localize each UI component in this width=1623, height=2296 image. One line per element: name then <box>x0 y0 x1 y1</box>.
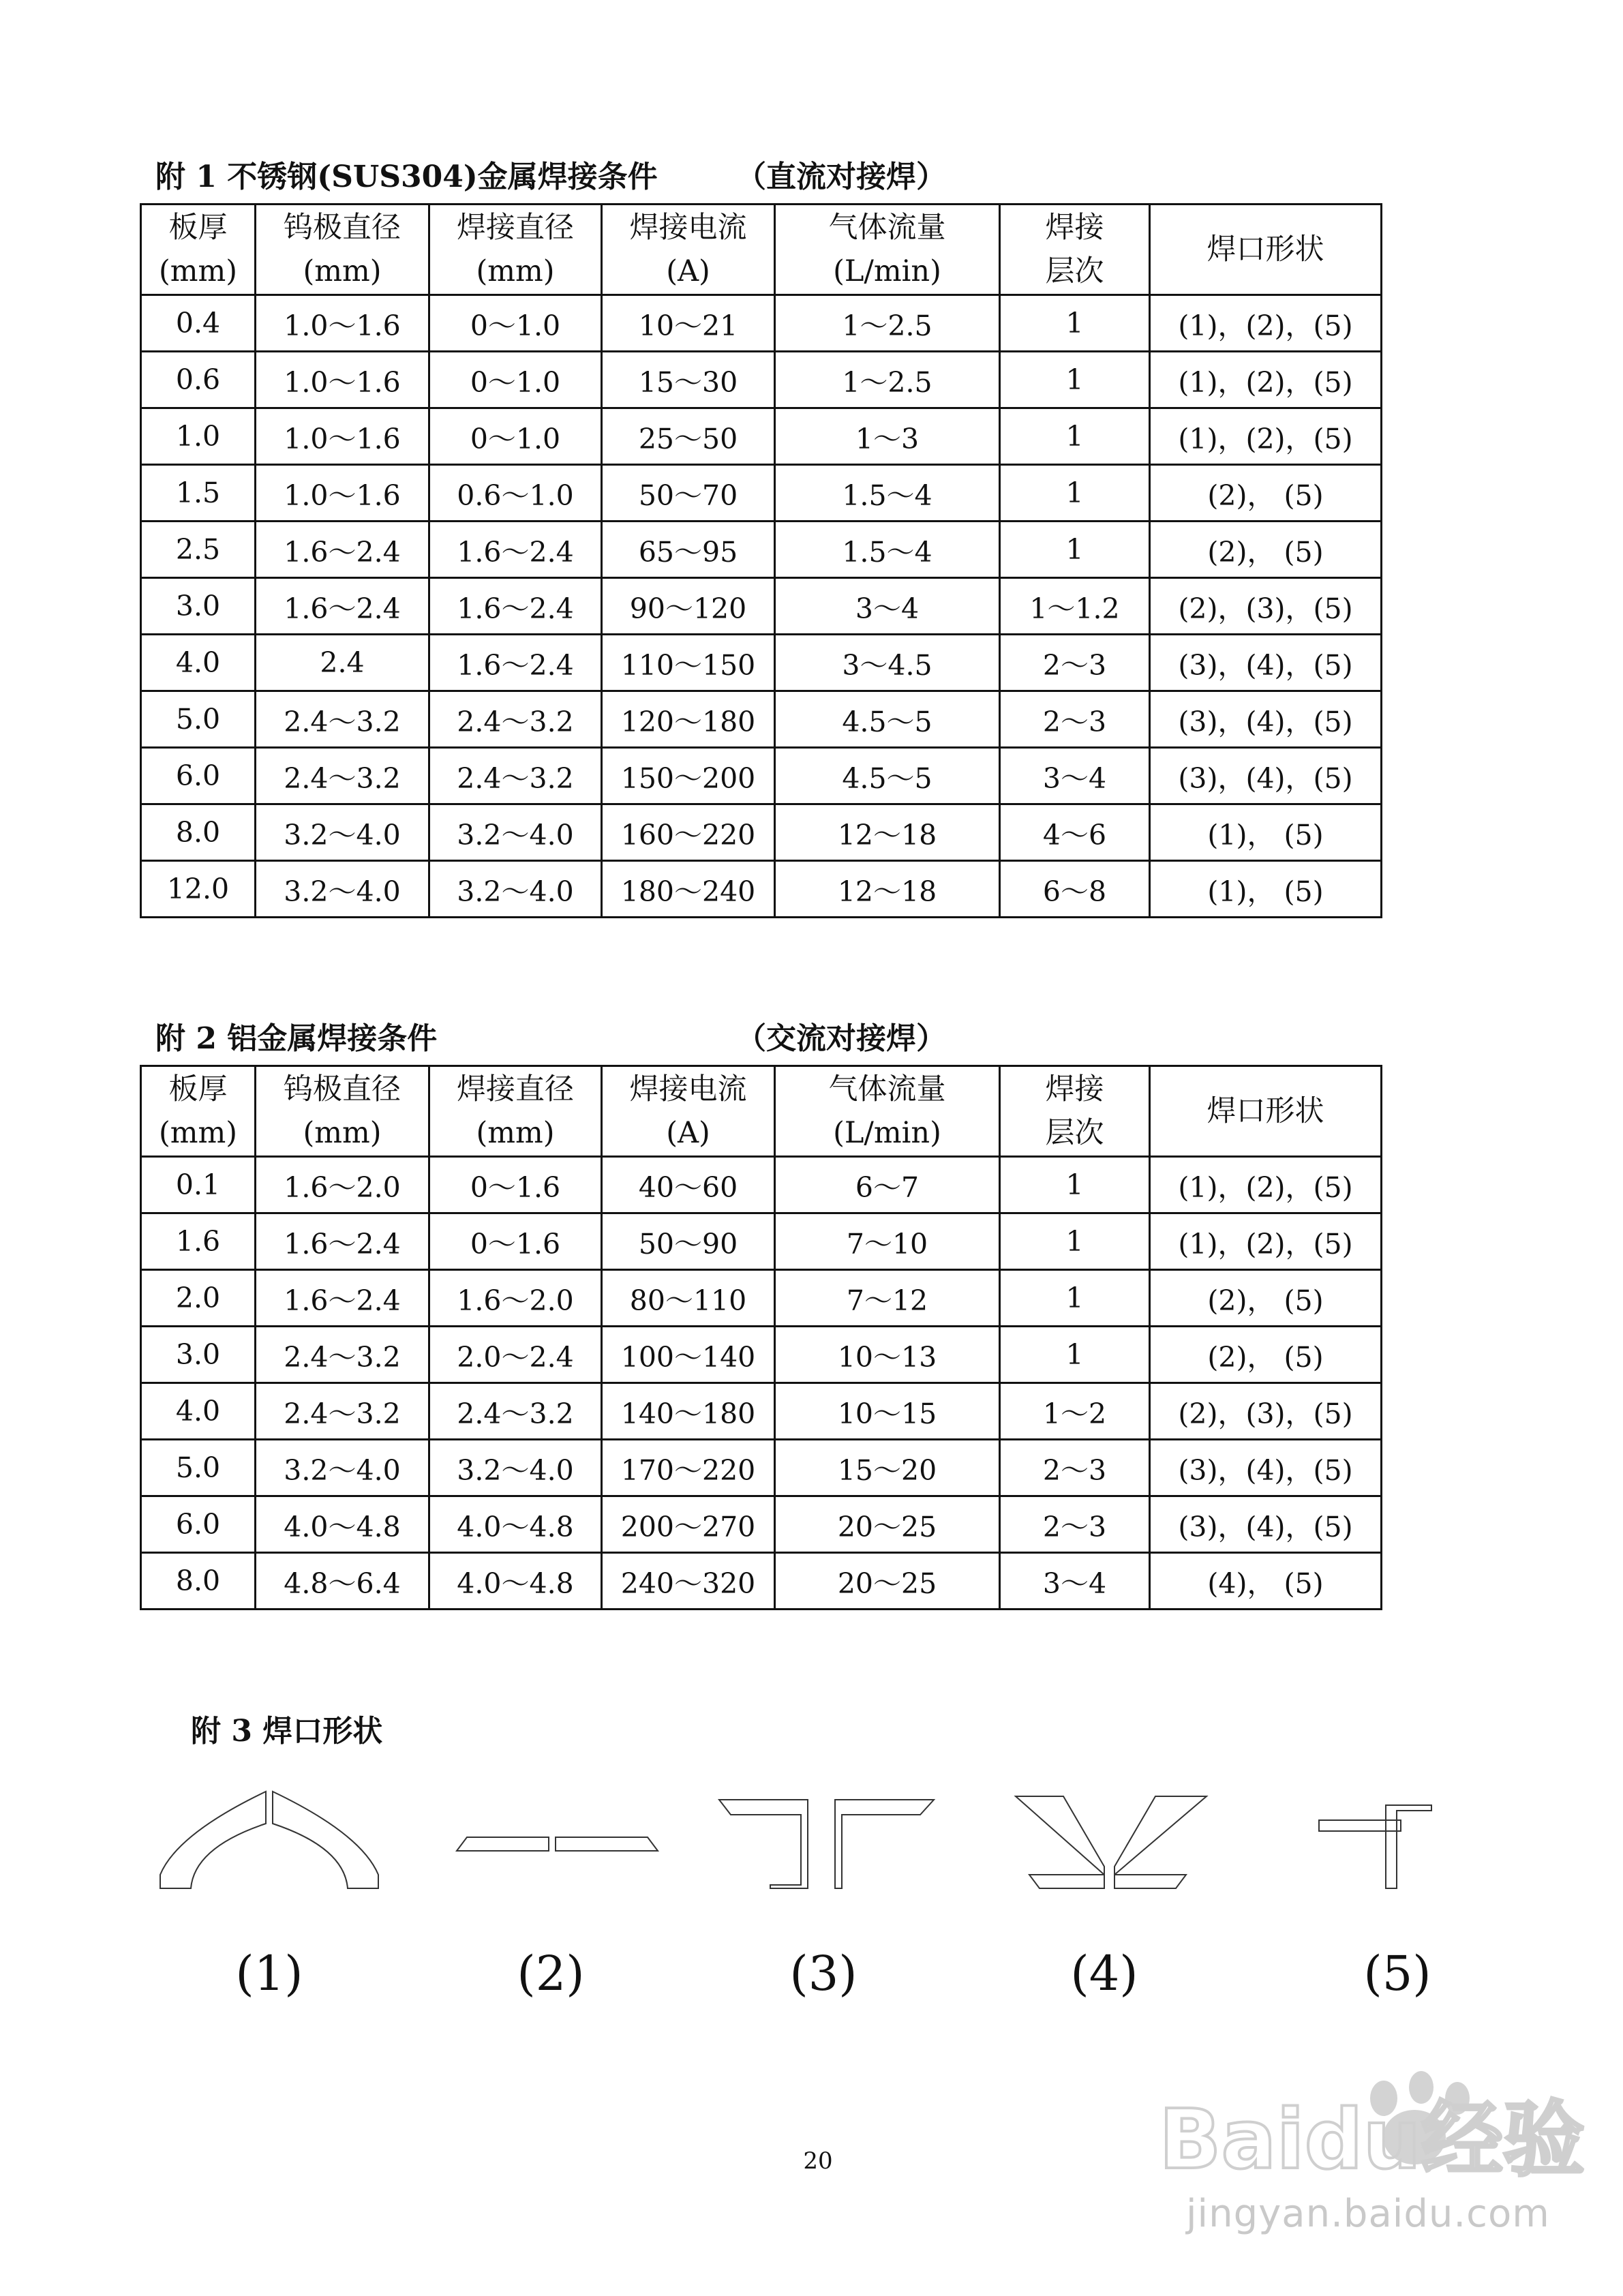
table-cell: 1 <box>1000 1270 1150 1327</box>
table-cell: 1.0～1.6 <box>256 295 429 352</box>
joint-shape-3-diagram <box>716 1786 941 1909</box>
table-cell: 1 <box>1000 1213 1150 1270</box>
table-cell: (1)，(2)，(5) <box>1150 352 1382 408</box>
column-header-label: 钨极直径 <box>284 1072 401 1106</box>
column-header <box>602 1066 775 1157</box>
column-header-label: 焊接 <box>1045 211 1104 245</box>
table-cell: 150～200 <box>602 748 775 804</box>
joint-shape-1-label: (1) <box>235 1946 303 2002</box>
table-cell: 3.2～4.0 <box>256 861 429 918</box>
table-cell: 110～150 <box>602 635 775 691</box>
table-cell: 65～95 <box>602 522 775 578</box>
table-row <box>141 1496 1382 1553</box>
table-cell: 2.4～3.2 <box>256 748 429 804</box>
table-cell: 6.0 <box>141 1496 256 1553</box>
table-cell: 1.0～1.6 <box>256 408 429 465</box>
table-cell: 10～21 <box>602 295 775 352</box>
table-cell: 1 <box>1000 1157 1150 1213</box>
joint-shape-3-label: (3) <box>789 1946 858 2002</box>
table-row <box>141 1270 1382 1327</box>
aluminum-welding-table <box>140 1065 1382 1610</box>
table-cell: 180～240 <box>602 861 775 918</box>
table-cell: 240～320 <box>602 1553 775 1610</box>
column-header-unit: (mm) <box>476 1116 555 1150</box>
table-row <box>141 1213 1382 1270</box>
baidu-watermark <box>1159 2072 1585 2256</box>
table-cell: 20～25 <box>775 1496 1000 1553</box>
table-cell: 5.0 <box>141 691 256 748</box>
column-header-label: 焊口形状 <box>1207 1094 1324 1128</box>
table-cell: 10～15 <box>775 1383 1000 1440</box>
table-cell: 1.5～4 <box>775 465 1000 522</box>
column-header <box>429 1066 602 1157</box>
table-cell: 0.1 <box>141 1157 256 1213</box>
table-row <box>141 1440 1382 1496</box>
joint-shape-4-diagram <box>1009 1786 1213 1909</box>
table-cell: 1～2.5 <box>775 352 1000 408</box>
table-cell: (2)， (5) <box>1150 522 1382 578</box>
table-cell: 3.2～4.0 <box>429 861 602 918</box>
table-cell: 120～180 <box>602 691 775 748</box>
table-cell: 80～110 <box>602 1270 775 1327</box>
column-header-label: 焊口形状 <box>1207 232 1324 267</box>
column-header-label: 焊接电流 <box>629 211 747 245</box>
table-cell: 1～2 <box>1000 1383 1150 1440</box>
table-1-subcaption: （直流对接焊） <box>736 160 946 194</box>
table-cell: 6～7 <box>775 1157 1000 1213</box>
watermark-text: Baidu经验 <box>1159 2093 1585 2188</box>
table-cell: 3～4 <box>1000 1553 1150 1610</box>
table-cell: 12～18 <box>775 804 1000 861</box>
column-header-label: 板厚 <box>168 1072 228 1106</box>
table-cell: (2)， (5) <box>1150 465 1382 522</box>
table-cell: 1.6～2.0 <box>429 1270 602 1327</box>
table-cell: 160～220 <box>602 804 775 861</box>
column-header <box>256 205 429 295</box>
table-cell: 4～6 <box>1000 804 1150 861</box>
column-header <box>141 205 256 295</box>
table-cell: 12～18 <box>775 861 1000 918</box>
table-cell: 2.4～3.2 <box>429 1383 602 1440</box>
table-cell: (2)， (5) <box>1150 1327 1382 1383</box>
table-cell: 4.0～4.8 <box>429 1496 602 1553</box>
column-header <box>775 1066 1000 1157</box>
joint-shape-4-label: (4) <box>1070 1946 1138 2002</box>
table-cell: 3.0 <box>141 578 256 635</box>
table-cell: (3)，(4)，(5) <box>1150 635 1382 691</box>
table-cell: 1 <box>1000 465 1150 522</box>
table-cell: 0.6 <box>141 352 256 408</box>
column-header-label: 焊接电流 <box>629 1072 747 1106</box>
table-row <box>141 1157 1382 1213</box>
table-cell: 2.4～3.2 <box>256 691 429 748</box>
column-header-unit: (mm) <box>303 1116 382 1150</box>
table-cell: (1)，(2)，(5) <box>1150 408 1382 465</box>
table-cell: 1～3 <box>775 408 1000 465</box>
table-row <box>141 1327 1382 1383</box>
column-header-unit: (L/min) <box>833 1116 941 1150</box>
table-cell: 1.6～2.4 <box>256 1270 429 1327</box>
table-cell: 50～90 <box>602 1213 775 1270</box>
table-cell: (3)，(4)，(5) <box>1150 691 1382 748</box>
table-cell: 1～1.2 <box>1000 578 1150 635</box>
table-cell: 20～25 <box>775 1553 1000 1610</box>
column-header-label: 焊接 <box>1045 1072 1104 1106</box>
table-cell: 1 <box>1000 522 1150 578</box>
table-cell: 2.4～3.2 <box>429 748 602 804</box>
table-cell: 15～20 <box>775 1440 1000 1496</box>
table-row <box>141 804 1382 861</box>
table-cell: 2.5 <box>141 522 256 578</box>
table-cell: (1)，(2)，(5) <box>1150 1157 1382 1213</box>
table-cell: 1.0～1.6 <box>256 352 429 408</box>
table-header-row <box>141 1066 1382 1157</box>
column-header-unit: (mm) <box>303 254 382 288</box>
column-header-unit: 层次 <box>1045 1116 1104 1150</box>
table-1-caption: 附 1 不锈钢(SUS304)金属焊接条件 （直流对接焊） <box>155 158 1382 196</box>
table-cell: 4.0～4.8 <box>256 1496 429 1553</box>
table-row <box>141 1553 1382 1610</box>
table-cell: 1.6～2.0 <box>256 1157 429 1213</box>
table-cell: 6～8 <box>1000 861 1150 918</box>
column-header <box>1150 205 1382 295</box>
table-cell: 4.5～5 <box>775 748 1000 804</box>
column-header-unit: 层次 <box>1045 254 1104 288</box>
table-cell: 25～50 <box>602 408 775 465</box>
table-row <box>141 1383 1382 1440</box>
table-cell: 3.2～4.0 <box>429 804 602 861</box>
table-cell: (1)，(2)，(5) <box>1150 295 1382 352</box>
joint-shape-5-label: (5) <box>1363 1946 1431 2002</box>
table-row <box>141 635 1382 691</box>
table-row <box>141 578 1382 635</box>
column-header-label: 板厚 <box>168 211 228 245</box>
table-cell: 1.6～2.4 <box>429 635 602 691</box>
table-cell: 3～4 <box>1000 748 1150 804</box>
table-cell: 8.0 <box>141 1553 256 1610</box>
table-cell: 0～1.6 <box>429 1157 602 1213</box>
table-cell: 3～4 <box>775 578 1000 635</box>
table-header-row <box>141 205 1382 295</box>
table-cell: 1.6 <box>141 1213 256 1270</box>
table-cell: 3～4.5 <box>775 635 1000 691</box>
table-cell: 1.0 <box>141 408 256 465</box>
column-header-unit: (mm) <box>158 1116 238 1150</box>
table-row <box>141 522 1382 578</box>
table-cell: 1.6～2.4 <box>256 1213 429 1270</box>
table-cell: 4.8～6.4 <box>256 1553 429 1610</box>
table-cell: (1)， (5) <box>1150 861 1382 918</box>
table-cell: 0～1.0 <box>429 352 602 408</box>
table-cell: 6.0 <box>141 748 256 804</box>
column-header-unit: (L/min) <box>833 254 941 288</box>
table-cell: 1 <box>1000 1327 1150 1383</box>
table-cell: 4.0～4.8 <box>429 1553 602 1610</box>
table-cell: 2～3 <box>1000 691 1150 748</box>
table-cell: 8.0 <box>141 804 256 861</box>
column-header <box>1150 1066 1382 1157</box>
joint-shape-2-label: (2) <box>517 1946 585 2002</box>
table-cell: (1)， (5) <box>1150 804 1382 861</box>
table-cell: 4.0 <box>141 635 256 691</box>
column-header <box>141 1066 256 1157</box>
table-row <box>141 691 1382 748</box>
column-header <box>775 205 1000 295</box>
table-cell: 2.0 <box>141 1270 256 1327</box>
table-row <box>141 465 1382 522</box>
table-cell: 10～13 <box>775 1327 1000 1383</box>
table-cell: 3.2～4.0 <box>256 804 429 861</box>
table-cell: (3)，(4)，(5) <box>1150 748 1382 804</box>
table-cell: (2)， (5) <box>1150 1270 1382 1327</box>
table-cell: 100～140 <box>602 1327 775 1383</box>
table-cell: (2)，(3)，(5) <box>1150 1383 1382 1440</box>
table-cell: 1.5～4 <box>775 522 1000 578</box>
figure-caption: 附 3 焊口形状 <box>191 1714 383 1749</box>
table-cell: 2.4～3.2 <box>256 1383 429 1440</box>
table-cell: 7～12 <box>775 1270 1000 1327</box>
joint-shape-2-diagram <box>453 1786 665 1909</box>
table-cell: 3.0 <box>141 1327 256 1383</box>
table-row <box>141 408 1382 465</box>
column-header-label: 焊接直径 <box>457 1072 574 1106</box>
table-cell: 50～70 <box>602 465 775 522</box>
column-header-label: 焊接直径 <box>457 211 574 245</box>
table-cell: 140～180 <box>602 1383 775 1440</box>
table-2-caption: 附 2 铝金属焊接条件 （交流对接焊） <box>155 1020 1382 1058</box>
table-row <box>141 352 1382 408</box>
table-cell: 0～1.0 <box>429 295 602 352</box>
column-header-unit: (mm) <box>476 254 555 288</box>
page-number: 20 <box>803 2147 833 2175</box>
column-header-label: 钨极直径 <box>284 211 401 245</box>
table-cell: 2～3 <box>1000 635 1150 691</box>
table-cell: 4.0 <box>141 1383 256 1440</box>
table-cell: 15～30 <box>602 352 775 408</box>
table-cell: 2.0～2.4 <box>429 1327 602 1383</box>
table-cell: 40～60 <box>602 1157 775 1213</box>
table-2-subcaption: （交流对接焊） <box>736 1021 946 1056</box>
table-row <box>141 861 1382 918</box>
stainless-steel-welding-table <box>140 203 1382 918</box>
table-cell: (1)，(2)，(5) <box>1150 1213 1382 1270</box>
table-cell: 1.0～1.6 <box>256 465 429 522</box>
table-cell: 1 <box>1000 295 1150 352</box>
column-header-unit: (mm) <box>158 254 238 288</box>
table-cell: (3)，(4)，(5) <box>1150 1496 1382 1553</box>
table-cell: 1.6～2.4 <box>429 522 602 578</box>
joint-shape-5-diagram <box>1312 1786 1448 1909</box>
table-cell: 2.4 <box>256 635 429 691</box>
column-header-label: 气体流量 <box>828 211 946 245</box>
column-header <box>256 1066 429 1157</box>
table-cell: 1.6～2.4 <box>256 522 429 578</box>
table-cell: 1.5 <box>141 465 256 522</box>
table-cell: 0.4 <box>141 295 256 352</box>
table-cell: 5.0 <box>141 1440 256 1496</box>
column-header <box>429 205 602 295</box>
table-cell: 1.6～2.4 <box>256 578 429 635</box>
table-cell: 1.6～2.4 <box>429 578 602 635</box>
column-header <box>1000 205 1150 295</box>
table-cell: 12.0 <box>141 861 256 918</box>
table-cell: 1 <box>1000 352 1150 408</box>
watermark-url: jingyan.baidu.com <box>1186 2192 1550 2236</box>
joint-shape-1-diagram <box>157 1786 382 1909</box>
table-cell: (2)，(3)，(5) <box>1150 578 1382 635</box>
table-cell: 0～1.6 <box>429 1213 602 1270</box>
table-cell: 90～120 <box>602 578 775 635</box>
table-cell: 7～10 <box>775 1213 1000 1270</box>
table-cell: 2～3 <box>1000 1496 1150 1553</box>
table-cell: 2.4～3.2 <box>256 1327 429 1383</box>
column-header-unit: (A) <box>666 1116 710 1150</box>
column-header <box>1000 1066 1150 1157</box>
column-header <box>602 205 775 295</box>
baidu-paw-logo <box>1159 2072 1585 2188</box>
table-cell: 0.6～1.0 <box>429 465 602 522</box>
table-cell: 1 <box>1000 408 1150 465</box>
table-row <box>141 295 1382 352</box>
column-header-label: 气体流量 <box>828 1072 946 1106</box>
table-cell: 0～1.0 <box>429 408 602 465</box>
table-cell: 2～3 <box>1000 1440 1150 1496</box>
column-header-unit: (A) <box>666 254 710 288</box>
table-cell: 170～220 <box>602 1440 775 1496</box>
table-cell: 200～270 <box>602 1496 775 1553</box>
table-cell: 3.2～4.0 <box>429 1440 602 1496</box>
table-cell: (4)， (5) <box>1150 1553 1382 1610</box>
table-cell: 2.4～3.2 <box>429 691 602 748</box>
table-row <box>141 748 1382 804</box>
table-cell: 1～2.5 <box>775 295 1000 352</box>
table-cell: 4.5～5 <box>775 691 1000 748</box>
table-cell: 3.2～4.0 <box>256 1440 429 1496</box>
table-cell: (3)，(4)，(5) <box>1150 1440 1382 1496</box>
